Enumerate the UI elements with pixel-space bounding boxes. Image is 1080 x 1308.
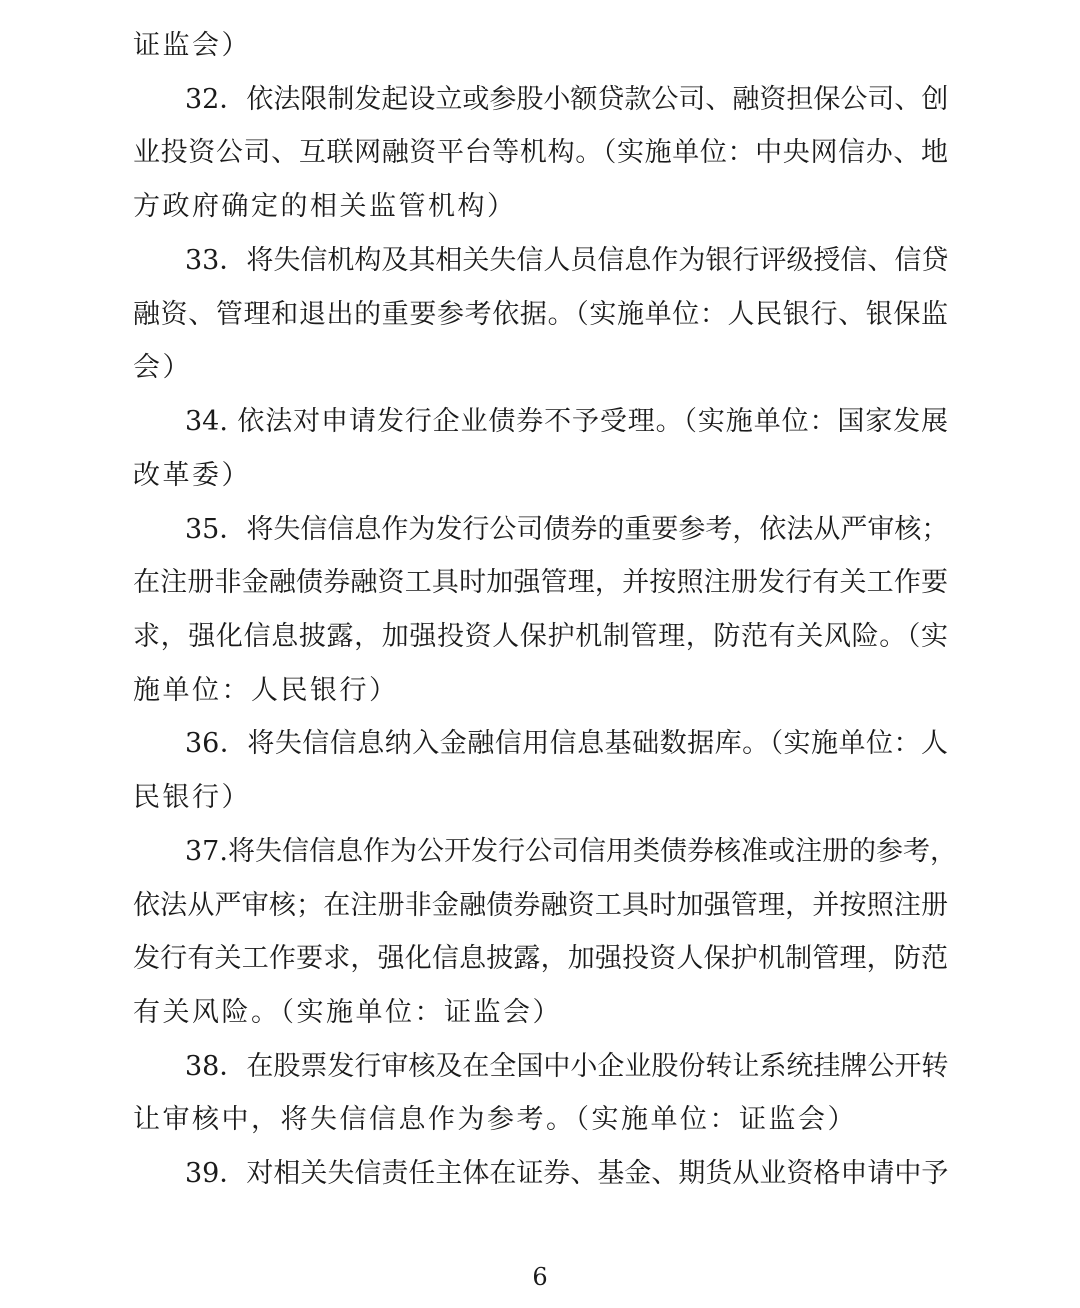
text-line: 32．依法限制发起设立或参股小额贷款公司、融资担保公司、创	[185, 84, 949, 115]
text-line: 民银行）	[133, 782, 251, 813]
text-line: 39．对相关失信责任主体在证券、基金、期货从业资格申请中予	[185, 1158, 949, 1189]
text-line: 施单位：人民银行）	[133, 675, 399, 706]
page-number: 6	[532, 1263, 548, 1291]
text-line: 37.将失信信息作为公开发行公司信用类债券核准或注册的参考，	[185, 836, 957, 867]
text-line: 35．将失信信息作为发行公司债券的重要参考，依法从严审核；	[185, 514, 949, 545]
text-line: 发行有关工作要求，强化信息披露，加强投资人保护机制管理，防范	[133, 943, 948, 974]
text-line: 会）	[133, 352, 192, 383]
text-line: 求，强化信息披露，加强投资人保护机制管理，防范有关风险。（实	[133, 621, 948, 652]
text-line: 依法从严审核；在注册非金融债券融资工具时加强管理，并按照注册	[133, 890, 948, 921]
text-line: 方政府确定的相关监管机构）	[133, 191, 517, 222]
text-line: 融资、管理和退出的重要参考依据。（实施单位：人民银行、银保监	[133, 299, 948, 330]
text-line: 在注册非金融债券融资工具时加强管理，并按照注册发行有关工作要	[133, 567, 948, 598]
text-line: 34. 依法对申请发行企业债券不予受理。（实施单位：国家发展	[185, 406, 948, 437]
text-line: 改革委）	[133, 460, 251, 491]
text-line: 36．将失信信息纳入金融信用信息基础数据库。（实施单位：人	[185, 728, 948, 759]
text-line: 33．将失信机构及其相关失信人员信息作为银行评级授信、信贷	[185, 245, 949, 276]
text-line: 业投资公司、互联网融资平台等机构。（实施单位：中央网信办、地	[133, 137, 948, 168]
text-line: 证监会）	[133, 30, 251, 61]
text-line: 38．在股票发行审核及在全国中小企业股份转让系统挂牌公开转	[185, 1051, 949, 1082]
text-line: 让审核中，将失信信息作为参考。（实施单位：证监会）	[133, 1104, 857, 1135]
text-line: 有关风险。（实施单位：证监会）	[133, 997, 562, 1028]
